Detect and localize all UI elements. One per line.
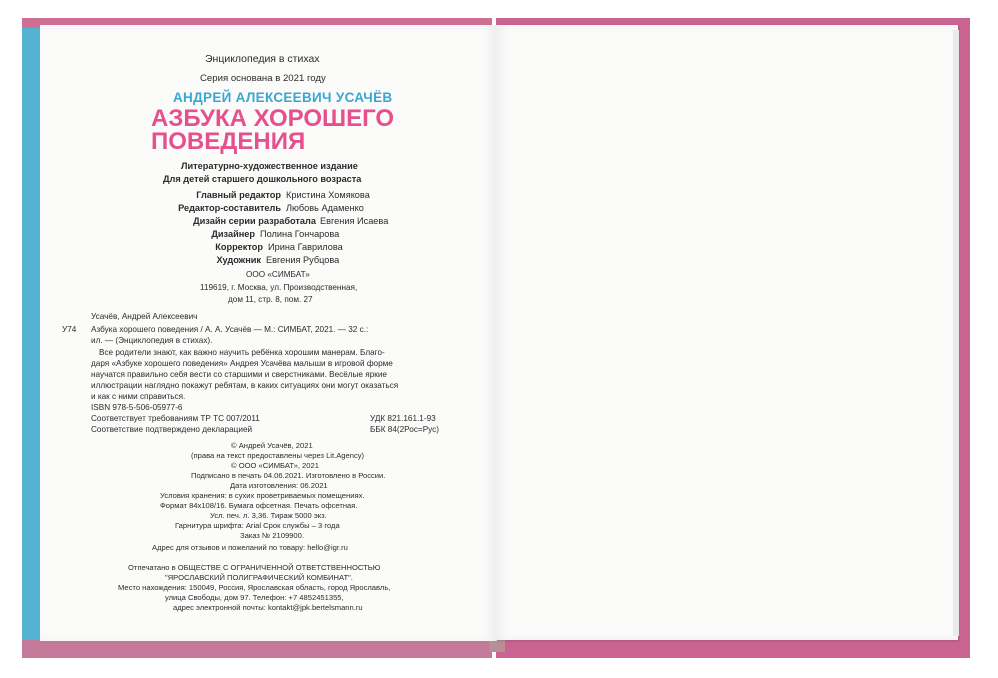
credit-role: Дизайнер: [211, 229, 255, 239]
credit-role: Корректор: [215, 242, 263, 252]
credit-name: Кристина Хомякова: [286, 190, 370, 200]
compliance-line2: Соответствие подтверждено декларацией: [91, 425, 253, 434]
credit-name: Полина Гончарова: [260, 229, 340, 239]
printer-line: Место нахождения: 150049, Россия, Ярославская область, город Ярославль,: [118, 583, 391, 592]
series-name: Энциклопедия в стихах: [205, 53, 320, 65]
credit-name: Ирина Гаврилова: [268, 242, 343, 252]
printer-line: "ЯРОСЛАВСКИЙ ПОЛИГРАФИЧЕСКИЙ КОМБИНАТ".: [165, 573, 353, 582]
cover-left-pink-bottom: [22, 640, 492, 658]
annotation-line: иллюстрации наглядно покажут ребятам, в каких ситуациях они могут оказаться: [91, 381, 399, 390]
series-founded: Серия основана в 2021 году: [200, 73, 326, 84]
annotation-line: и как с ними справиться.: [91, 392, 186, 401]
imprint-line: Усл. печ. л. 3,36. Тираж 5000 экз.: [210, 511, 327, 520]
book-title-line1: АЗБУКА ХОРОШЕГО: [151, 105, 395, 132]
credit-role: Редактор-составитель: [178, 203, 281, 213]
imprint-line: Адрес для отзывов и пожеланий по товару: hello@igr.ru: [152, 543, 348, 552]
compliance-line1: Соответствует требованиям ТР ТС 007/2011: [91, 414, 260, 423]
printer-line: Отпечатано в ОБЩЕСТВЕ С ОГРАНИЧЕННОЙ ОТВЕТСТВЕННОСТЬЮ: [128, 563, 381, 572]
annotation-line: Все родители знают, как важно научить ребёнка хорошим манерам. Благо-: [99, 348, 385, 357]
credit-role: Дизайн серии разработала: [193, 216, 316, 226]
annotation-line: даря «Азбуке хорошего поведения» Андрея Усачёва малыши в игровой форме: [91, 359, 393, 368]
imprint-line: Дата изготовления: 06.2021: [230, 481, 328, 490]
imprint-line: Формат 84х108/16. Бумага офсетная. Печать офсетная.: [160, 501, 358, 510]
right-page-edge: [953, 30, 959, 636]
udk: УДК 821.161.1-93: [370, 414, 436, 423]
book-title-line2: ПОВЕДЕНИЯ: [151, 128, 306, 155]
subtitle-line2: Для детей старшего дошкольного возраста: [163, 174, 362, 184]
annotation-line: научатся правильно себя вести со старшими и сверстниками. Весёлые яркие: [91, 370, 387, 379]
credit-role: Художник: [216, 255, 261, 265]
printer-line: адрес электронной почты: kontakt@jpk.bertelsmann.ru: [173, 603, 363, 612]
imprint-line: Гарнитура шрифта: Arial Срок службы – 3 года: [175, 521, 340, 530]
biblio-author: Усачёв, Андрей Алексеевич: [91, 312, 198, 321]
publisher-name: ООО «СИМБАТ»: [246, 270, 310, 279]
imprint-line: © Андрей Усачёв, 2021: [231, 441, 313, 450]
imprint-line: Подписано в печать 04.06.2021. Изготовлено в России.: [191, 471, 386, 480]
isbn: ISBN 978-5-506-05977-6: [91, 403, 183, 412]
left-page: [40, 25, 497, 641]
credit-name: Любовь Адаменко: [286, 203, 364, 213]
biblio-entry-line1: Азбука хорошего поведения / А. А. Усачёв — М.: СИМБАТ, 2021. — 32 с.:: [91, 325, 369, 334]
subtitle-line1: Литературно-художественное издание: [181, 161, 358, 171]
imprint-line: Заказ № 2109900.: [240, 531, 304, 540]
publisher-address-line2: дом 11, стр. 8, пом. 27: [228, 295, 313, 304]
publisher-address-line1: 119619, г. Москва, ул. Производственная,: [200, 283, 358, 292]
biblio-code: У74: [62, 325, 77, 334]
credit-role: Главный редактор: [196, 190, 281, 200]
printer-line: улица Свободы, дом 97. Телефон: +7 4852451355,: [165, 593, 344, 602]
credit-name: Евгения Исаева: [320, 216, 389, 226]
author-header: АНДРЕЙ АЛЕКСЕЕВИЧ УСАЧЁВ: [173, 90, 393, 105]
credit-name: Евгения Рубцова: [266, 255, 340, 265]
imprint-line: (права на текст предоставлены через Lit.Agency): [191, 451, 365, 460]
imprint-line: Условия хранения: в сухих проветриваемых помещениях.: [160, 491, 365, 500]
biblio-entry-line2: ил. — (Энциклопедия в стихах).: [91, 336, 213, 345]
imprint-line: © ООО «СИМБАТ», 2021: [231, 461, 319, 470]
right-page: [495, 25, 958, 640]
bbk: ББК 84(2Рос=Рус): [370, 425, 439, 434]
